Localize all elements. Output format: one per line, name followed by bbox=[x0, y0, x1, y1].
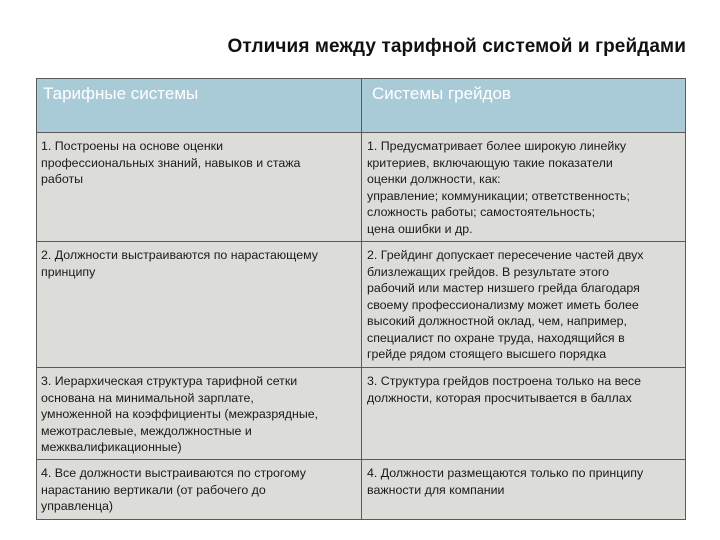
grade-cell: 1. Предусматривает более широкую линейку критериев, включающую такие показатели оценки должности, как: управление; коммуникации; ответственность; сложность работы; самостоятельность; цена ошибки и др. bbox=[362, 133, 686, 242]
slide-title: Отличия между тарифной системой и грейдами bbox=[227, 36, 686, 57]
table-row bbox=[37, 368, 686, 460]
grade-cell: 4. Должности размещаются только по принципу важности для компании bbox=[362, 460, 686, 520]
tariff-cell: 3. Иерархическая структура тарифной сетки основана на минимальной зарплате, умноженной на коэффициенты (межразрядные, межотраслевые, междолжностные и межквалификационные) bbox=[37, 368, 362, 460]
table-row bbox=[37, 242, 686, 368]
tariff-cell: 2. Должности выстраиваются по нарастающему принципу bbox=[37, 242, 362, 368]
tariff-cell: 1. Построены на основе оценки профессиональных знаний, навыков и стажа работы bbox=[37, 133, 362, 242]
table-header-row bbox=[37, 79, 686, 133]
grade-cell: 3. Структура грейдов построена только на весе должности, которая просчитывается в баллах bbox=[362, 368, 686, 460]
tariff-cell: 4. Все должности выстраиваются по строгому нарастанию вертикали (от рабочего до управленца) bbox=[37, 460, 362, 520]
header-tariff-systems: Тарифные системы bbox=[37, 79, 362, 133]
header-grade-systems: Системы грейдов bbox=[362, 79, 686, 133]
table-row bbox=[37, 460, 686, 520]
grade-cell: 2. Грейдинг допускает пересечение частей двух близлежащих грейдов. В результате этого рабочий или мастер низшего грейда благодаря своему профессионализму может иметь более высокий должностной оклад, чем, например, специалист по охране труда, находящийся в грейде рядом стоящего высшего порядка bbox=[362, 242, 686, 368]
comparison-table bbox=[36, 78, 686, 520]
table-row bbox=[37, 133, 686, 242]
